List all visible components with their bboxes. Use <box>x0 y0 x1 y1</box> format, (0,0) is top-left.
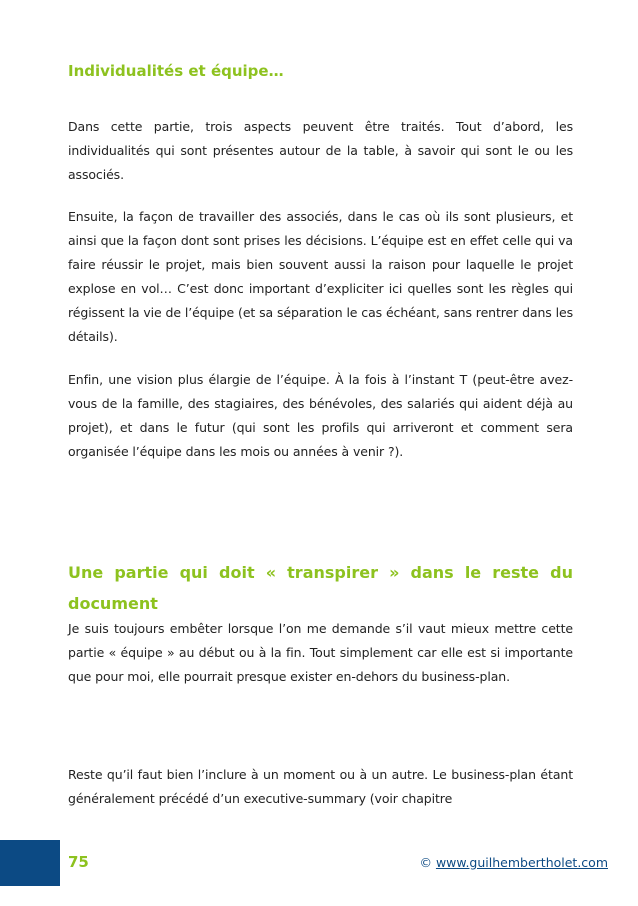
footer-color-block <box>0 840 60 886</box>
page-footer <box>0 840 638 886</box>
paragraph: Je suis toujours embêter lorsque l’on me demande s’il vaut mieux mettre cette partie « équipe » au début ou à la fin. Tout simplement car elle est si importante que pour moi, elle pourrait presque exister en-dehors du business-plan. <box>68 621 573 684</box>
copyright-symbol: © <box>419 855 432 870</box>
paragraph: Ensuite, la façon de travailler des associés, dans le cas où ils sont plusieurs, et ainsi que la façon dont sont prises les décisions. L’équipe est en effet celle qui va faire réussir le projet, mais bien souvent aussi la raison pour laquelle le projet explose en vol… C’est donc important d’expliciter ici quelles sont les règles qui régissent la vie de l’équipe (et sa séparation le cas échéant, sans rentrer dans les détails). <box>68 209 573 344</box>
footer-credit <box>419 855 608 870</box>
paragraph: Reste qu’il faut bien l’inclure à un moment ou à un autre. Le business-plan étant généralement précédé d’un executive-summary (voir chapitre <box>68 767 573 806</box>
page-number: 75 <box>68 853 89 871</box>
paragraph: Dans cette partie, trois aspects peuvent être traités. Tout d’abord, les individualités qui sont présentes autour de la table, à savoir qui sont le ou les associés. <box>68 119 573 182</box>
paragraph: Enfin, une vision plus élargie de l’équipe. À la fois à l’instant T (peut-être avez-vous de la famille, des stagiaires, des bénévoles, des salariés qui aident déjà au projet), et dans le futur (qui sont les profils qui arriveront et comment sera organisée l’équipe dans les mois ou années à venir ?). <box>68 372 573 459</box>
section-heading-transpirer: Une partie qui doit « transpirer » dans le reste du document <box>68 563 573 613</box>
website-link[interactable]: www.guilhembertholet.com <box>435 855 608 870</box>
section-heading-individualities: Individualités et équipe… <box>68 62 284 80</box>
